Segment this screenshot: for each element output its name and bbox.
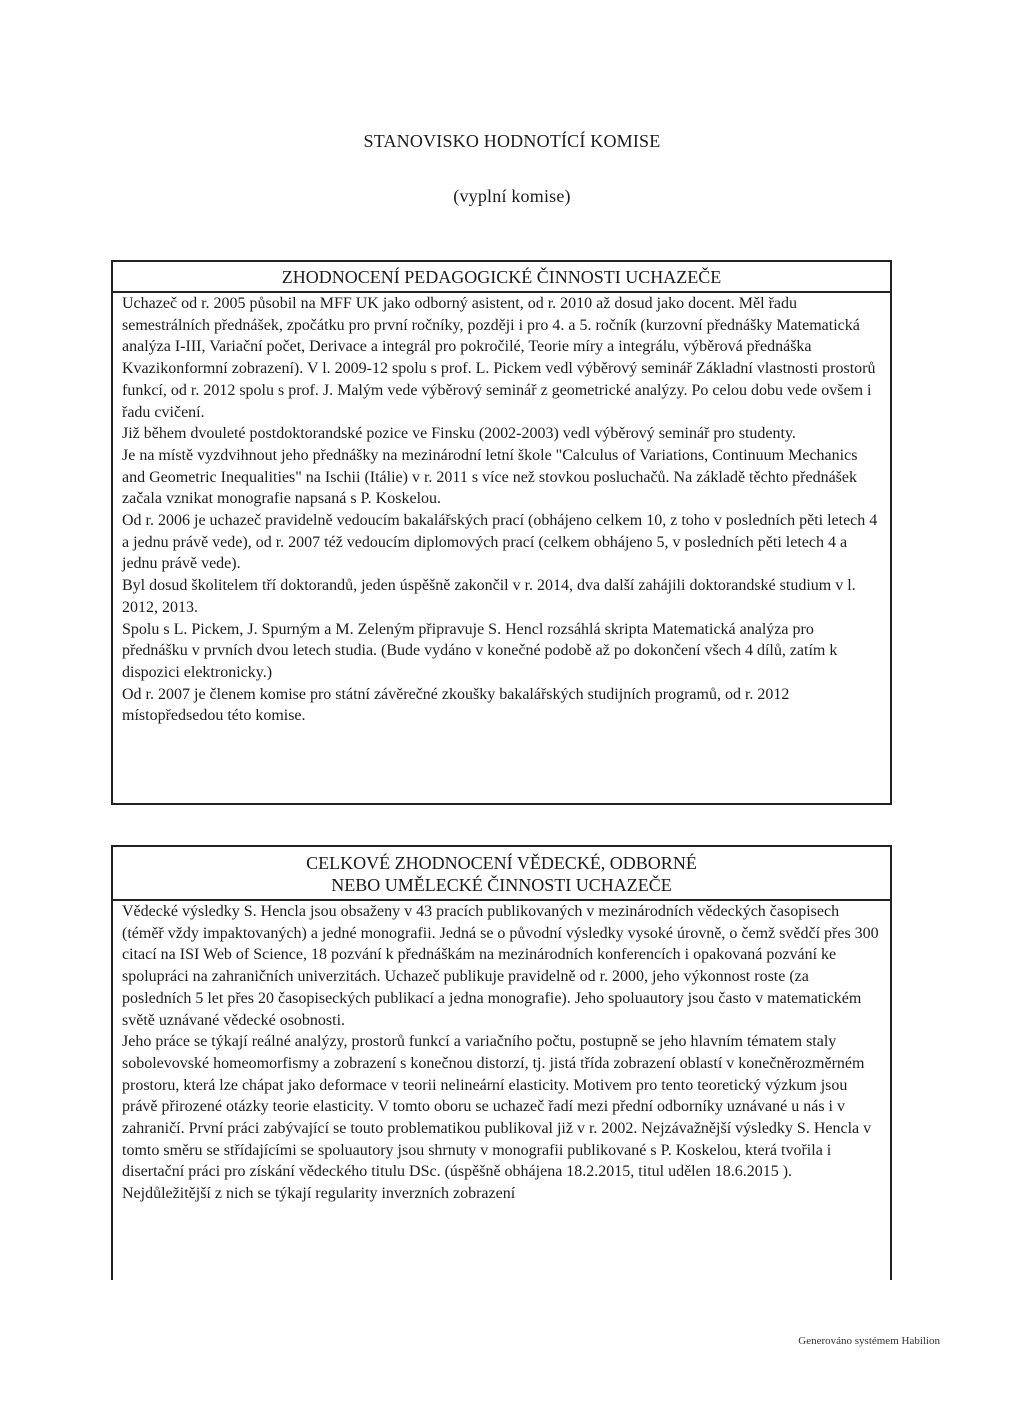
scientific-evaluation-section (111, 845, 892, 1280)
paragraph: Od r. 2006 je uchazeč pravidelně vedoucím bakalářských prací (obhájeno celkem 10, z toho v posledních pěti letech 4 a jednu právě vede), od r. 2007 též vedoucím diplomových prací (celkem obhájeno 5, v posledních pěti letech 4 a jednu právě vede). (122, 512, 878, 573)
section-heading-line: CELKOVÉ ZHODNOCENÍ VĚDECKÉ, ODBORNÉ (306, 853, 697, 873)
footer-generated-by: Generováno systémem Habilion (798, 1335, 940, 1347)
page-title: STANOVISKO HODNOTÍCÍ KOMISE (363, 131, 661, 151)
section-heading-line: NEBO UMĚLECKÉ ČINNOSTI UCHAZEČE (331, 875, 672, 895)
section-heading (113, 847, 890, 901)
page-subtitle: (vyplní komise) (453, 186, 571, 206)
pedagogical-evaluation-section (111, 260, 892, 805)
paragraph: Vědecké výsledky S. Hencla jsou obsaženy v 43 pracích publikovaných v mezinárodních vědeckých časopisech (téměř vždy impaktovaných) a jedné monografii. Jedná se o původní výsledky vysoké úrovně, o čemž svědčí přes 300 citací na ISI Web of Science, 18 pozvání k přednáškám na mezinárodních konferencích i opakovaná pozvání ke spolupráci na zahraničních univerzitách. Uchazeč publikuje pravidelně od r. 2000, jeho výkonnost roste (za posledních 5 let přes 20 časopiseckých publikací a jedna monografie). Jeho spoluautory jsou často v matematickém světě uznávané vědecké osobnosti. (122, 903, 879, 1029)
paragraph: Již během dvouleté postdoktorandské pozice ve Finsku (2002-2003) vedl výběrový seminář pro studenty. (122, 425, 796, 443)
paragraph: Uchazeč od r. 2005 působil na MFF UK jako odborný asistent, od r. 2010 až dosud jako docent. Měl řadu semestrálních přednášek, zpočátku pro první ročníky, později i pro 4. a 5. ročník (kurzovní přednášky Matematická analýza I-III, Variační počet, Derivace a integrál pro pokročilé, Teorie míry a integrálu, výběrová přednáška Kvazikonformní zobrazení). V l. 2009-12 spolu s prof. L. Pickem vedl výběrový seminář Základní vlastnosti prostorů funkcí, od r. 2012 spolu s prof. J. Malým vede výběrový seminář z geometrické analýzy. Po celou dobu vede ovšem i řadu cvičení. (122, 295, 876, 421)
paragraph: Od r. 2007 je členem komise pro státní závěrečné zkoušky bakalářských studijních programů, od r. 2012 místopředsedou této komise. (122, 685, 790, 725)
paragraph: Byl dosud školitelem tří doktorandů, jeden úspěšně zakončil v r. 2014, dva další zahájili doktorandské studium v l. 2012, 2013. (122, 577, 856, 616)
section-heading: ZHODNOCENÍ PEDAGOGICKÉ ČINNOSTI UCHAZEČE (113, 262, 890, 293)
paragraph: Jeho práce se týkají reálné analýzy, prostorů funkcí a variačního počtu, postupně se jeho hlavním tématem staly sobolevovské homeomorfismy a zobrazení s konečnou distorzí, tj. jistá třída zobrazení oblastí v konečněrozměrném prostoru, která lze chápat jako deformace v teorii nelineární elasticity. Motivem pro tento teoretický výzkum jsou právě přirozené otázky teorie elasticity. V tomto oboru se uchazeč řadí mezi přední odborníky uznávané u nás i v zahraničí. První práci zabývající se touto problematikou publikoval již v r. 2002. Nejzávažnější výsledky S. Hencla v tomto směru se střídajícími se spoluautory jsou shrnuty v monografii publikované s P. Koskelou, která tvořila i disertační práci pro získání vědeckého titulu DSc. (úspěšně obhájena 18.2.2015, titul udělen 18.6.2015 ). Nejdůležitější z nich se týkají regularity inverzních zobrazení (122, 1033, 872, 1203)
paragraph: Je na místě vyzdvihnout jeho přednášky na mezinárodní letní škole "Calculus of Variations, Continuum Mechanics and Geometric Inequalities" na Ischii (Itálie) v r. 2011 s více než stovkou posluchačů. Na základě těchto přednášek začala vznikat monografie napsaná s P. Koskelou. (122, 446, 858, 508)
section-body (113, 293, 890, 727)
paragraph: Spolu s L. Pickem, J. Spurným a M. Zeleným připravuje S. Hencl rozsáhlá skripta Matematická analýza pro přednášku v prvních dvou letech studia. (Bude vydáno v konečné podobě až po dokončení všech 4 dílů, zatím k dispozici elektronicky.) (122, 620, 838, 681)
section-body (113, 901, 890, 1205)
